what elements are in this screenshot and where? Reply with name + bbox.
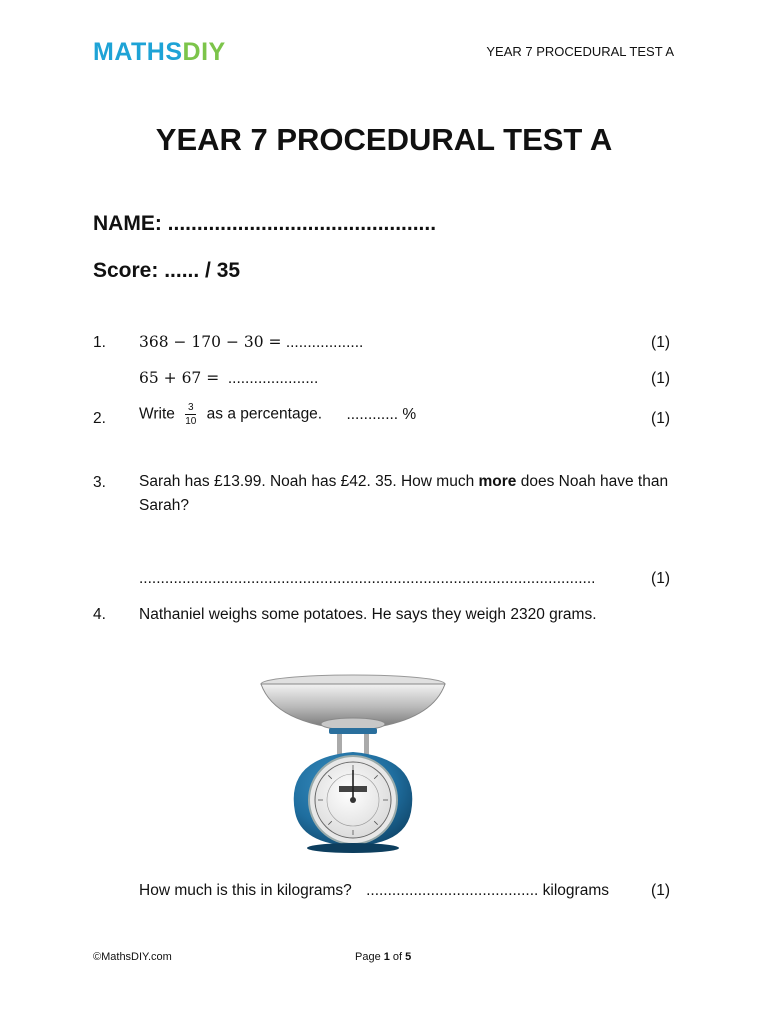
q2-fraction <box>185 402 196 427</box>
q1-part2-mark: (1) <box>651 370 670 387</box>
q1-part2-expression: 65 + 67 = <box>139 369 220 387</box>
page-current: 1 <box>383 951 390 963</box>
q4-mark: (1) <box>651 882 670 899</box>
page-word: Page <box>355 951 384 963</box>
footer-page-number <box>355 951 411 963</box>
q3-mark: (1) <box>651 570 670 587</box>
page-of: of <box>389 951 406 963</box>
q4-sub-question-text: How much is this in kilograms? <box>139 882 352 899</box>
q1-part1-expression: 368 − 170 − 30 = <box>139 333 282 351</box>
q4-sub-question <box>139 882 609 900</box>
kitchen-scale-image <box>255 662 455 872</box>
q2-fraction-numerator: 3 <box>187 402 194 413</box>
page-title: YEAR 7 PROCEDURAL TEST A <box>155 122 613 157</box>
logo-text-ma: MA <box>93 38 132 66</box>
q1-part1 <box>139 333 363 352</box>
q4-answer-blank: ........................................ <box>366 882 539 899</box>
q3-text-part1: Sarah has £13.99. Noah has £42. 35. How much <box>139 473 479 490</box>
q4-text: Nathaniel weighs some potatoes. He says they weigh 2320 grams. <box>139 606 597 623</box>
score-field-line: Score: ...... / 35 <box>93 259 241 282</box>
footer-copyright: ©MathsDIY.com <box>93 951 172 963</box>
name-field-line: NAME: .............................................. <box>93 212 437 235</box>
q1-number: 1. <box>93 334 106 351</box>
q2-fraction-denominator: 10 <box>185 416 197 427</box>
q3-text-part2: does Noah have than Sarah? <box>139 473 669 514</box>
q1-part2-answer-blank: ..................... <box>227 370 319 387</box>
logo-text-diy: DIY <box>182 38 226 66</box>
header-doc-label: YEAR 7 PROCEDURAL TEST A <box>486 44 674 59</box>
q4-number: 4. <box>93 606 106 623</box>
q3-number: 3. <box>93 474 106 491</box>
fraction-bar <box>185 414 196 415</box>
q3-answer-line: .......................................................................................................... <box>139 570 596 587</box>
q2-text-before: Write <box>139 405 175 423</box>
q1-part1-answer-blank: .................. <box>285 334 364 351</box>
q1-part2 <box>139 369 318 388</box>
q2-number: 2. <box>93 410 106 427</box>
q3-text <box>139 470 669 518</box>
q1-part1-mark: (1) <box>651 334 670 351</box>
q2-text-after: as a percentage. <box>206 405 323 423</box>
q2-answer-blank: ............ % <box>346 405 417 423</box>
mathsdiy-logo <box>93 38 226 68</box>
page-total: 5 <box>405 951 412 963</box>
q4-unit: kilograms <box>542 882 609 899</box>
q2-text <box>139 402 416 427</box>
q3-text-bold: more <box>478 473 517 490</box>
q2-mark: (1) <box>651 410 670 427</box>
logo-text-ths: THS <box>131 38 183 66</box>
